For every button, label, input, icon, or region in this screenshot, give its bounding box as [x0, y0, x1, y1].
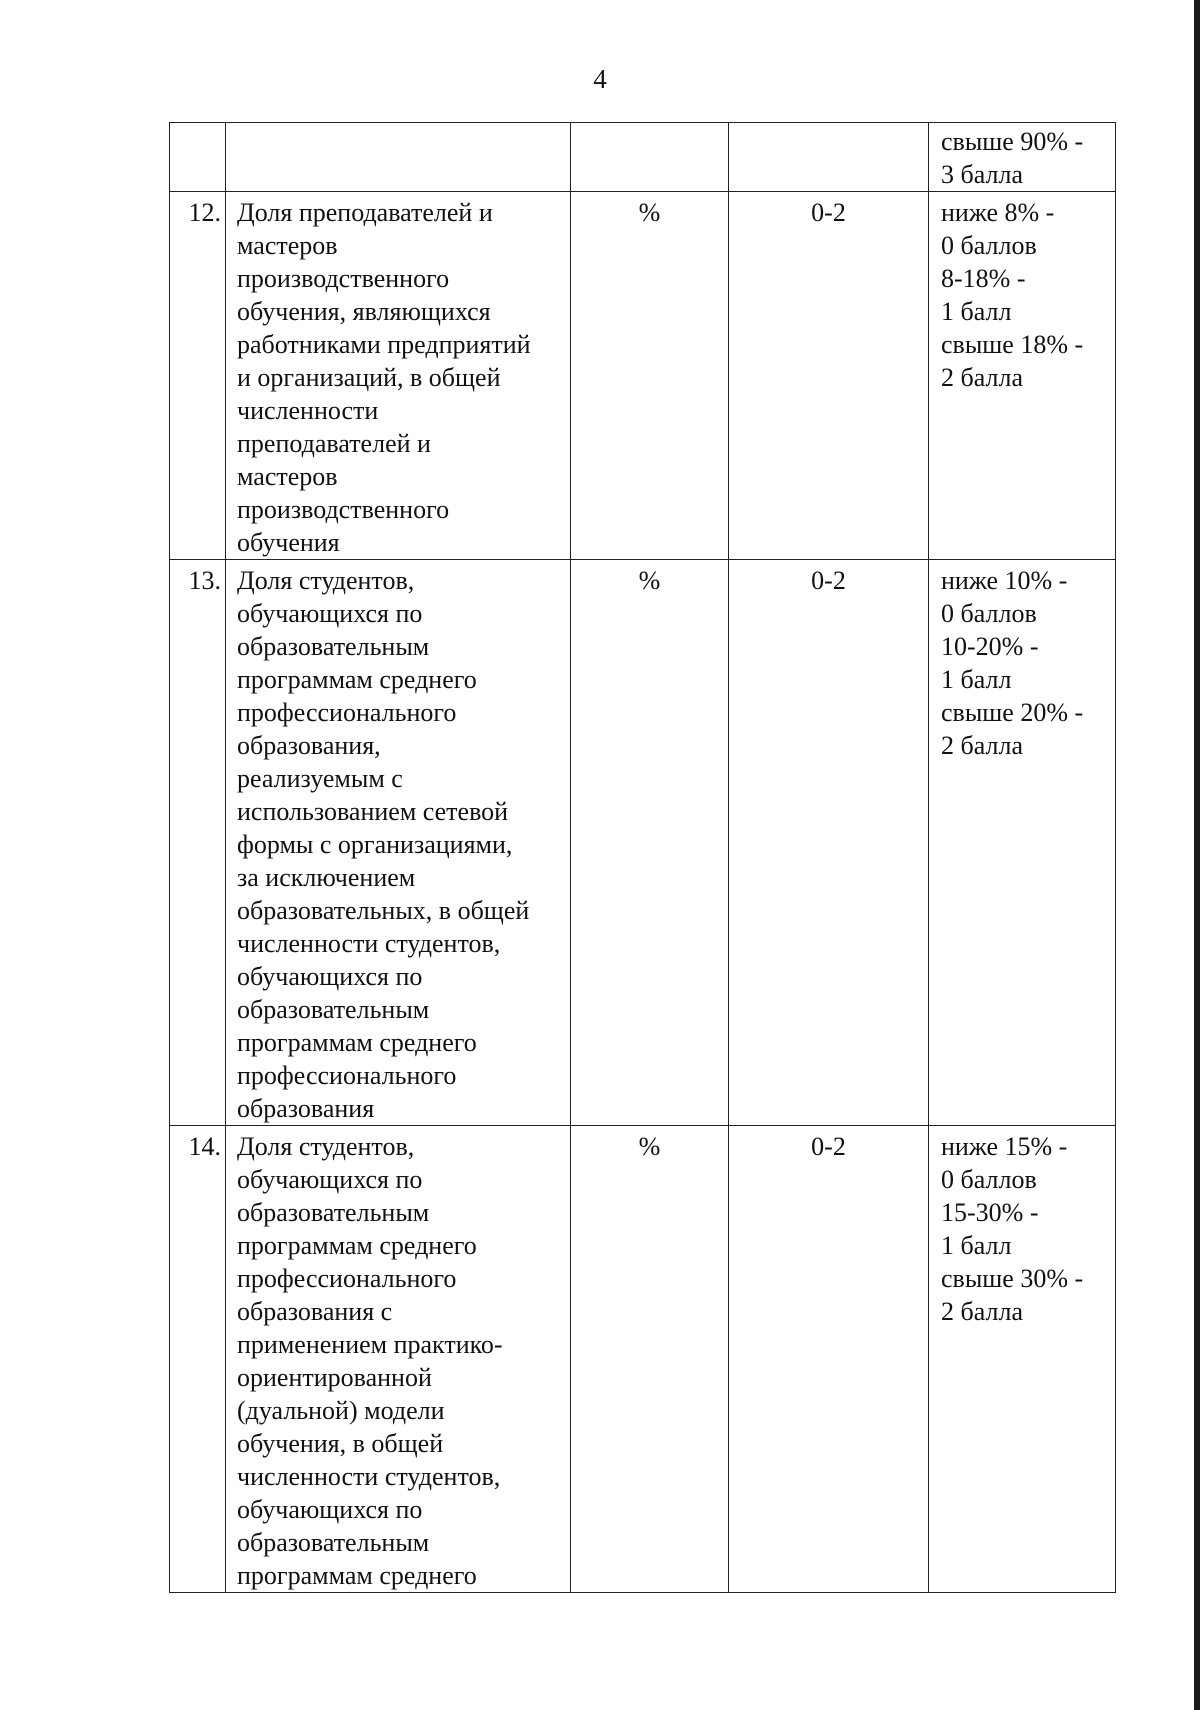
- indicator-name-cell: [226, 123, 571, 192]
- indicator-name-line: Доля студентов,: [237, 1132, 415, 1161]
- indicator-name-line: программам среднего: [237, 665, 477, 694]
- indicator-name-line: ориентированной: [237, 1363, 432, 1392]
- indicator-name-line: образовательным: [237, 1528, 430, 1557]
- scoring-rule-line: 8-18% -: [941, 264, 1026, 293]
- scoring-rule-line: 1 балл: [941, 1231, 1012, 1260]
- indicator-name-line: обучающихся по: [237, 1165, 423, 1194]
- indicator-name-line: формы с организациями,: [237, 830, 513, 859]
- indicator-name-line: работниками предприятий: [237, 330, 531, 359]
- indicator-name-line: и организаций, в общей: [237, 363, 501, 392]
- indicator-name-line: обучения, являющихся: [237, 297, 491, 326]
- page-number: 4: [593, 64, 607, 94]
- indicator-name-cell: [226, 560, 571, 1126]
- indicator-name-line: обучающихся по: [237, 599, 423, 628]
- indicator-name-line: образования,: [237, 731, 381, 760]
- row-number-cell: [170, 123, 226, 192]
- indicator-name-line: профессионального: [237, 1264, 457, 1293]
- scoring-rule-line: 2 балла: [941, 1297, 1023, 1326]
- unit-cell: %: [571, 192, 729, 560]
- table-row: [170, 1126, 1116, 1593]
- indicator-name-line: профессионального: [237, 1061, 457, 1090]
- scoring-rule-line: свыше 20% -: [941, 698, 1084, 727]
- score-range-cell: [729, 123, 929, 192]
- score-range-cell: 0-2: [729, 192, 929, 560]
- scoring-rule-line: 0 баллов: [941, 599, 1037, 628]
- scoring-rule-cell: [929, 192, 1116, 560]
- score-range-cell: 0-2: [729, 560, 929, 1126]
- indicator-name-line: за исключением: [237, 863, 416, 892]
- indicator-name-line: реализуемым с: [237, 764, 403, 793]
- indicator-name-line: обучения: [237, 528, 340, 557]
- indicator-name-line: образовательных, в общей: [237, 896, 530, 925]
- indicator-name-line: образовательным: [237, 632, 430, 661]
- indicator-name-line: Доля преподавателей и: [237, 198, 493, 227]
- indicator-name-line: обучающихся по: [237, 1495, 423, 1524]
- score-range-cell: 0-2: [729, 1126, 929, 1593]
- indicator-name-line: производственного: [237, 264, 450, 293]
- indicator-name-line: обучения, в общей: [237, 1429, 444, 1458]
- scoring-rule-line: свыше 18% -: [941, 330, 1084, 359]
- indicator-name-line: численности студентов,: [237, 1462, 501, 1491]
- scoring-rule-line: 2 балла: [941, 363, 1023, 392]
- indicator-name-line: использованием сетевой: [237, 797, 509, 826]
- indicator-name-line: программам среднего: [237, 1561, 477, 1590]
- scoring-rule-line: 1 балл: [941, 297, 1012, 326]
- indicator-name-line: обучающихся по: [237, 962, 423, 991]
- indicator-name-line: образовательным: [237, 995, 430, 1024]
- scoring-rule-line: ниже 15% -: [941, 1132, 1068, 1161]
- unit-cell: [571, 123, 729, 192]
- scoring-rule-line: свыше 30% -: [941, 1264, 1084, 1293]
- scoring-rule-line: ниже 8% -: [941, 198, 1055, 227]
- scan-edge: [1194, 0, 1200, 1710]
- table-row: [170, 192, 1116, 560]
- indicator-name-line: программам среднего: [237, 1231, 477, 1260]
- indicator-name-line: преподавателей и: [237, 429, 431, 458]
- criteria-table-body: [170, 123, 1116, 1593]
- scoring-rule-line: 0 баллов: [941, 1165, 1037, 1194]
- indicator-name-line: Доля студентов,: [237, 566, 415, 595]
- indicator-name-line: программам среднего: [237, 1028, 477, 1057]
- indicator-name-line: профессионального: [237, 698, 457, 727]
- indicator-name-line: образования: [237, 1094, 375, 1123]
- table-row: [170, 123, 1116, 192]
- indicator-name-line: образования с: [237, 1297, 393, 1326]
- table-row: [170, 560, 1116, 1126]
- criteria-table: [169, 122, 1116, 1593]
- indicator-name-line: мастеров: [237, 462, 338, 491]
- indicator-name-cell: [226, 1126, 571, 1593]
- indicator-name-line: мастеров: [237, 231, 338, 260]
- indicator-name-line: численности студентов,: [237, 929, 501, 958]
- scoring-rule-line: 1 балл: [941, 665, 1012, 694]
- row-number-cell: 13.: [170, 560, 226, 1126]
- scoring-rule-line: ниже 10% -: [941, 566, 1068, 595]
- scoring-rule-cell: [929, 123, 1116, 192]
- scoring-rule-cell: [929, 560, 1116, 1126]
- scoring-rule-line: 15-30% -: [941, 1198, 1039, 1227]
- scoring-rule-line: 10-20% -: [941, 632, 1039, 661]
- scoring-rule-line: свыше 90% -: [941, 127, 1084, 156]
- scoring-rule-line: 0 баллов: [941, 231, 1037, 260]
- scoring-rule-line: 3 балла: [941, 160, 1023, 189]
- scoring-rule-cell: [929, 1126, 1116, 1593]
- row-number-cell: 12.: [170, 192, 226, 560]
- indicator-name-line: (дуальной) модели: [237, 1396, 445, 1425]
- indicator-name-line: производственного: [237, 495, 450, 524]
- indicator-name-line: применением практико-: [237, 1330, 503, 1359]
- indicator-name-line: образовательным: [237, 1198, 430, 1227]
- indicator-name-cell: [226, 192, 571, 560]
- indicator-name-line: численности: [237, 396, 379, 425]
- scoring-rule-line: 2 балла: [941, 731, 1023, 760]
- unit-cell: %: [571, 1126, 729, 1593]
- unit-cell: %: [571, 560, 729, 1126]
- row-number-cell: 14.: [170, 1126, 226, 1593]
